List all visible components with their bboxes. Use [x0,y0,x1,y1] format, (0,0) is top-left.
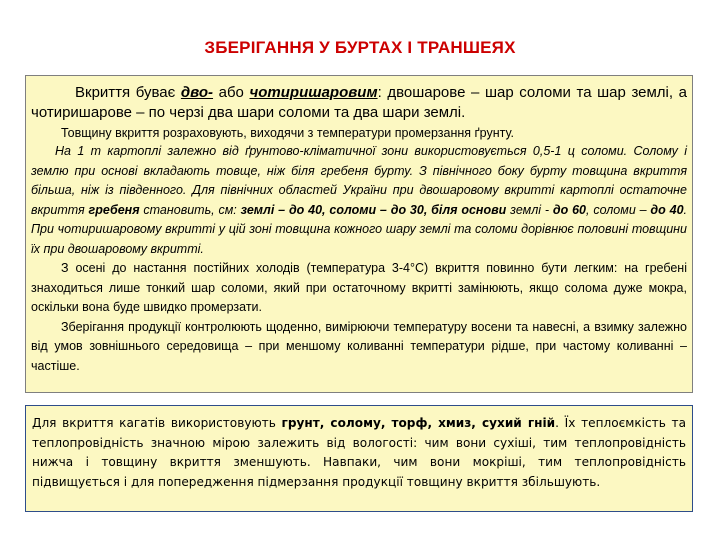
term-materials: грунт, солому, торф, хмиз, сухий гній [281,416,556,430]
paragraph-storage-control: Зберігання продукції контролюють щоденно, вимірюючи температуру восени та навесні, а взимку залежно від умов зовнішнього середовища – при меншому коливанні температури рідше, при частому коливанні – частіше. [31,319,687,373]
text-fragment: Для вкриття кагатів використовують [32,416,282,430]
text-fragment: . При чотиришаровому вкритті у цій зоні товщина кожного шару землі та соломи дорівнює половині товщини їх при двошаровому вкритті. [31,202,688,256]
page-title: ЗБЕРІГАННЯ У БУРТАХ І ТРАНШЕЯХ [204,38,516,57]
text-fragment: становить, см: [139,202,241,217]
paragraph-covering-materials [32,414,686,492]
term-base-straw-value: до 40 [650,202,684,217]
text-fragment: Вкриття буває [75,84,181,101]
paragraph-straw-norms [31,142,687,259]
text-fragment: або [213,84,250,101]
term-four-layer: чотиришаровим [249,84,378,101]
term-ridge-values: землі – до 40, соломи – до 30, біля основи [240,202,507,217]
paragraph-covering-types [31,83,687,123]
text-fragment: : двошарове – шар соломи та шар землі, а чотиришарове – по черзі два шари соломи та два шари землі. [31,84,687,121]
term-base-soil-value: до 60 [552,202,587,217]
term-two-layer: дво- [180,84,214,101]
text-fragment: землі - [506,202,553,217]
text-fragment: На 1 т картоплі залежно від ґрунтово-кліматичної зони використовується 0,5-1 ц соломи. Солому і землю при основі вкладають товще, ніж біля гребеня бурту. З північного боку бурту товщина вкриття більша, ніж із південного. Для північних областей України при двошаровому вкритті картоплі остаточне вкриття [31,144,687,217]
text-fragment: , соломи – [586,202,651,217]
term-ridge: гребеня [88,202,140,217]
main-text-box [25,75,693,393]
covering-materials-box [25,405,693,512]
text-fragment: . Їх теплоємкість та теплопровідність значною мірою залежить від вологості: чим вони сухіші, тим теплопровідність нижча і товщину вкриття зменшують. Навпаки, чим вони мокріші, тим теплопровідність підвищується і для попередження підмерзання продукції товщину вкриття збільшують. [32,416,687,489]
paragraph-thickness-calc: Товщину вкриття розраховують, виходячи з температури промерзання ґрунту. [61,126,514,140]
paragraph-autumn-covering: З осені до настання постійних холодів (температура 3-4°С) вкриття повинно бути легким: на гребені знаходиться лише тонкий шар соломи, який при остаточному вкритті замінюють, якщо солома дуже мокра, оскільки вона буде швидко промерзати. [31,261,687,314]
